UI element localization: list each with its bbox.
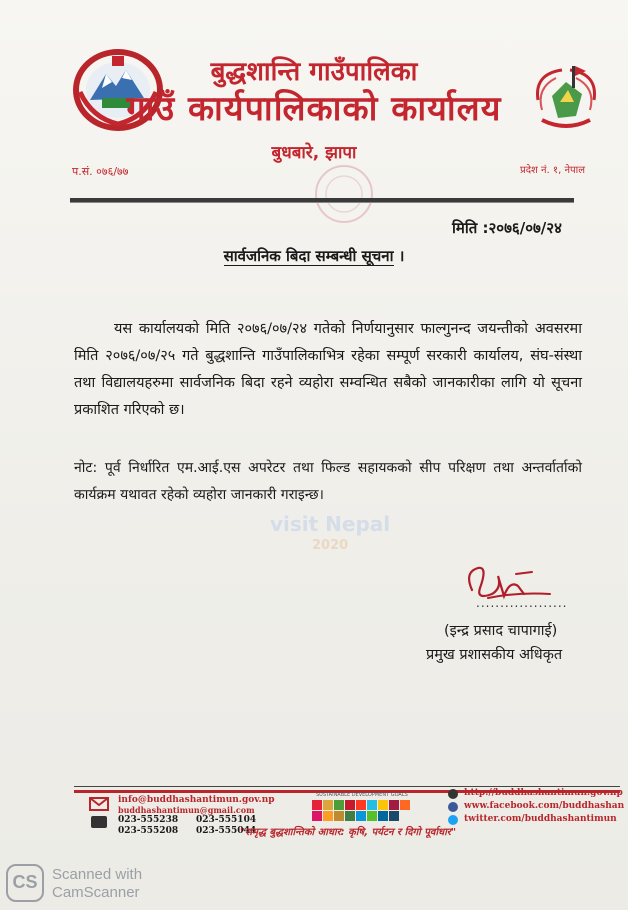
letter-subject xyxy=(0,246,628,266)
sdg-label: SUSTAINABLE DEVELOPMENT GOALS xyxy=(316,792,408,798)
letter-body: यस कार्यालयको मिति २०७६/०७/२४ गतेको निर्णयानुसार फाल्गुनन्द जयन्तीको अवसरमा मिति २०७६/०७/२५ गते बुद्धशान्ति गाउँपालिकाभित्र रहेका सम्पूर्ण सरकारी कार्यालय, संघ-संस्था तथा विद्यालयहरुमा सार्वजनिक बिदा रहने व्यहोरा सम्वन्धित सबैको जानकारीका लागि यो सूचना प्रकाशित गरिएको छ। xyxy=(74,321,582,418)
province-label: प्रदेश नं. १, नेपाल xyxy=(520,165,586,176)
header-divider xyxy=(70,198,574,203)
office-location: बुधबारे, झापा xyxy=(271,143,357,163)
camscanner-logo-icon: CS xyxy=(6,864,44,902)
camscanner-line2: CamScanner xyxy=(52,884,140,901)
footer-twitter: twitter.com/buddhashantimun xyxy=(464,814,617,824)
footer-email-secondary: buddhashantimun@gmail.com xyxy=(118,805,255,815)
camscanner-line1: Scanned with xyxy=(52,866,143,883)
footer-phone-3: 023-555104 xyxy=(196,815,257,825)
mail-phone-icon xyxy=(88,796,110,830)
footer-phone-4: 023-555044 xyxy=(196,826,257,836)
letter-date: मिति :२०७६/०७/२४ xyxy=(452,219,562,237)
footer-phone-1: 023-555238 xyxy=(118,815,179,825)
footer-phone-2: 023-555208 xyxy=(118,826,179,836)
footer-website: http://buddhashantimun.gov.np xyxy=(464,788,623,798)
footer-email-primary: info@buddhashantimun.gov.np xyxy=(118,795,275,805)
reference-number: प.सं. ०७६/७७ xyxy=(72,165,129,178)
office-name: गाउँ कार्यपालिकाको कार्यालय xyxy=(126,89,502,129)
signature-line: ................... xyxy=(476,596,568,610)
footer-divider-thin xyxy=(74,786,620,787)
footer-slogan: "समृद्ध बुद्धशान्तिको आधार: कृषि, पर्यटन र दिगो पूर्वाधार" xyxy=(240,827,457,838)
subject-text: सार्वजनिक बिदा सम्बन्धी सूचना xyxy=(223,247,394,265)
footer-facebook: www.facebook.com/buddhashan xyxy=(464,801,625,811)
sdg-goals-icon xyxy=(312,800,412,822)
signatory-title: प्रमुख प्रशासकीय अधिकृत xyxy=(426,647,563,663)
signatory-name: (इन्द्र प्रसाद चापागाई) xyxy=(444,623,558,639)
camscanner-caption xyxy=(52,866,142,902)
municipality-name: बुद्धशान्ति गाउँपालिका xyxy=(210,57,418,87)
visit-nepal-year: 2020 xyxy=(312,538,349,553)
web-social-icon xyxy=(446,788,460,828)
letter-note: नोट: पूर्व निर्धारित एम.आई.एस अपरेटर तथा फिल्ड सहायकको सीप परिक्षण तथा अन्तर्वार्ताको कार्यक्रम यथावत रहेको व्यहोरा जानकारी गराइन्छ। xyxy=(74,460,582,503)
subject-danda: । xyxy=(398,247,405,265)
faint-stamp-icon xyxy=(312,160,376,230)
visit-nepal-watermark: visit Nepal xyxy=(270,512,391,536)
